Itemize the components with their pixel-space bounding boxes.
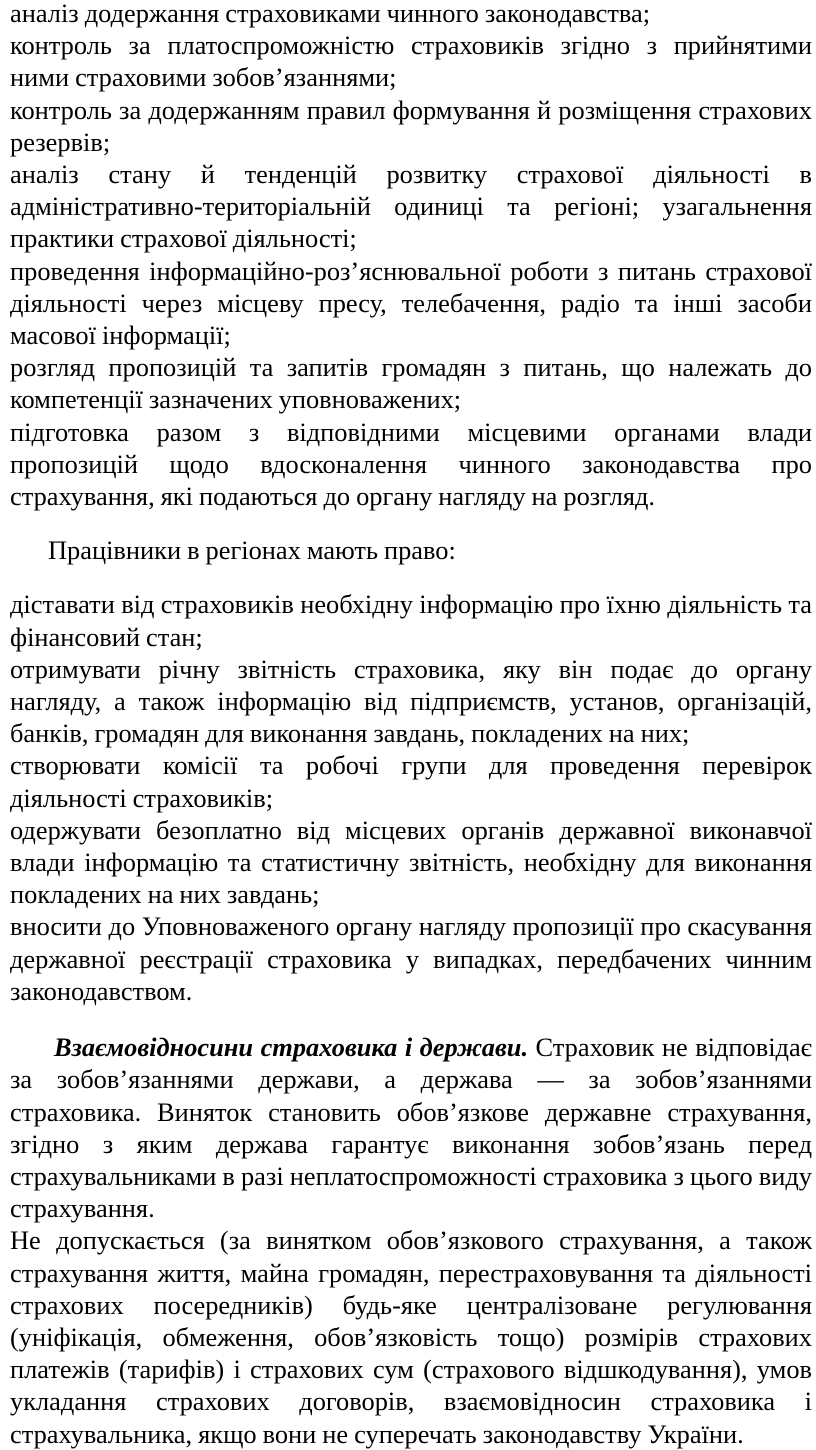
spacer bbox=[10, 566, 812, 588]
list-item: одержувати безоплатно від місцевих органів державної виконавчої влади інформацію та статистичну звітність, необхідну для виконання покладених на них завдань; bbox=[10, 814, 812, 910]
section-paragraph-2: Не допускається (за винятком обов’язкового страхування, а також страхування життя, майна громадян, перестраховування та діяльності страхових посередників) будь-яке централізоване регулювання (уніфікація, обмеження, обов’язковість тощо) розмірів страхових платежів (тарифів) і страхових сум (страхового відшкодування), умов укладання страхових договорів, взаємовідносин страховика і страхувальника, якщо вони не суперечать законодавству України. bbox=[10, 1225, 812, 1449]
list-item: контроль за платоспроможністю страховиків згідно з прийнятими ними страховими зобов’язаннями; bbox=[10, 30, 812, 93]
list-item: проведення інформаційно-роз’яснювальної роботи з питань страхової діяльності через місцеву пресу, телебачення, радіо та інші засоби масової інформації; bbox=[10, 255, 812, 351]
regional-rights-list bbox=[10, 588, 812, 1007]
spacer bbox=[10, 512, 812, 534]
supervision-duties-list bbox=[10, 0, 812, 512]
list-item: отримувати річну звітність страховика, яку він подає до органу нагляду, а також інформацію від підприємств, установ, організацій, банків, громадян для виконання завдань, покладених на них; bbox=[10, 653, 812, 749]
list-item: створювати комісії та робочі групи для проведення перевірок діяльності страховиків; bbox=[10, 750, 812, 813]
section-paragraph bbox=[10, 1031, 812, 1224]
list-item: розгляд пропозицій та запитів громадян з питань, що належать до компетенції зазначених уповноважених; bbox=[10, 352, 812, 415]
list-item: діставати від страховиків необхідну інформацію про їхню діяльність та фінансовий стан; bbox=[10, 589, 812, 652]
section-text: Страховик не відповідає за зобов’язаннями держави, а держава — за зобов’язаннями страховика. Виняток становить обов’язкове державне страхування, згідно з яким держава гарантує виконання зобов’язань перед страхувальниками в разі неплатоспроможності страховика з цього виду страхування. bbox=[10, 1032, 812, 1224]
spacer bbox=[10, 1007, 812, 1031]
list-item: контроль за додержанням правил формування й розміщення страхових резервів; bbox=[10, 94, 812, 157]
list-item: аналіз додержання страховиками чинного законодавства; bbox=[10, 0, 651, 28]
list-item: аналіз стану й тенденцій розвитку страхової діяльності в адміністративно-територіальній одиниці та регіоні; узагальнення практики страхової діяльності; bbox=[10, 159, 812, 254]
rights-intro: Працівники в регіонах мають право: bbox=[48, 535, 456, 566]
list-item: вносити до Уповноваженого органу нагляду пропозиції про скасування державної реєстрації страховика у випадках, передбачених чинним законодавством. bbox=[10, 911, 812, 1006]
section-heading: Взаємовідносини страховика і держави. bbox=[54, 1032, 529, 1063]
list-item: підготовка разом з відповідними місцевими органами влади пропозицій щодо вдосконалення чинного законодавства про страхування, які подаються до органу нагляду на розгляд. bbox=[10, 416, 812, 512]
